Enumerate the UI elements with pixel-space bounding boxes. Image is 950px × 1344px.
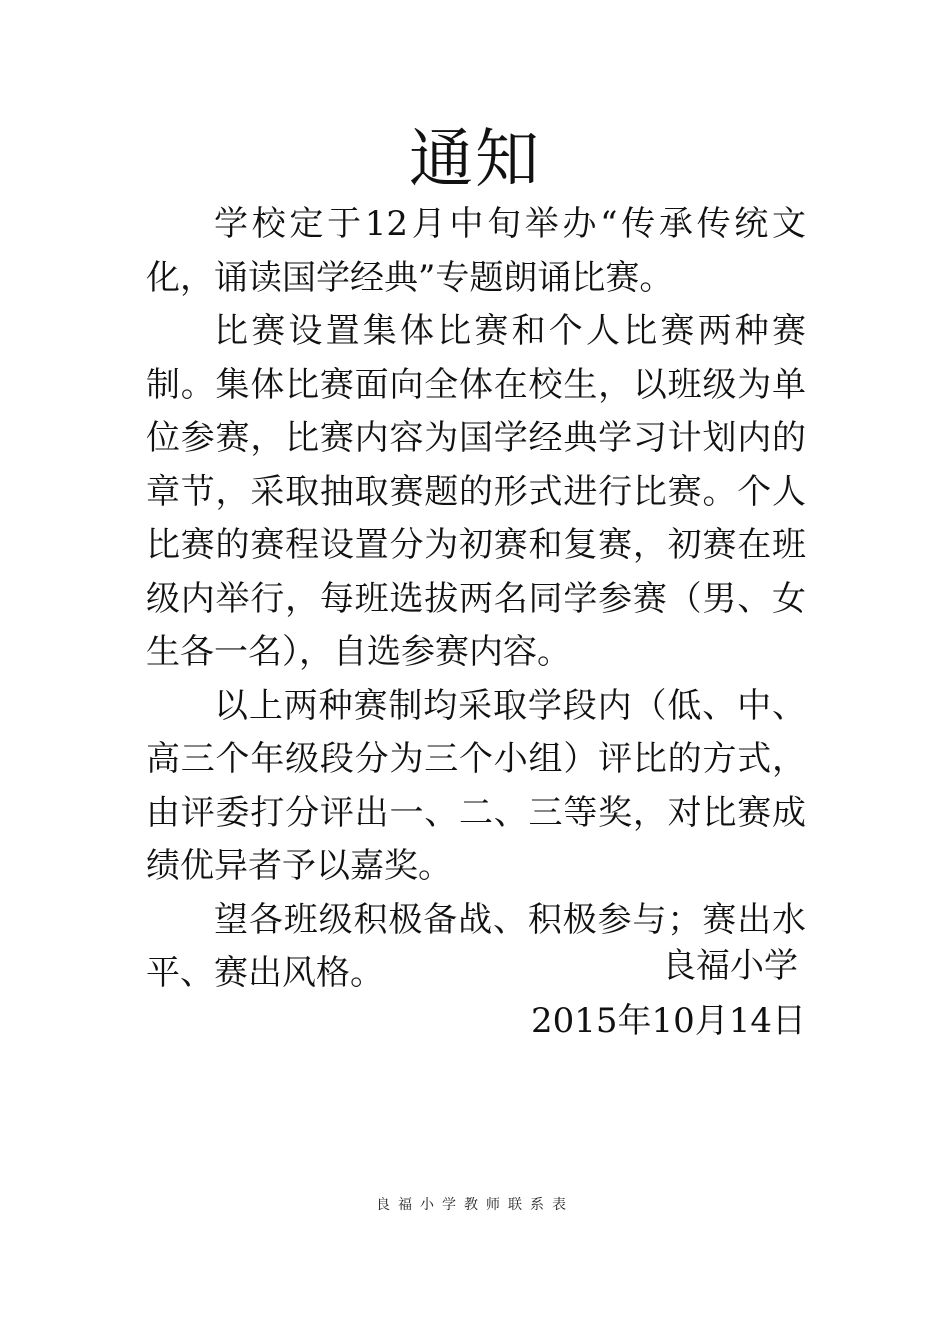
signature-date: 2015年10月14日: [530, 1001, 806, 1041]
notice-body: [146, 198, 806, 1001]
page-footer: 良福小学教师联系表: [376, 1197, 574, 1213]
signature-school: 良福小学: [662, 946, 798, 986]
paragraph-competition-format: 比赛设置集体比赛和个人比赛两种赛制。集体比赛面向全体在校生，以班级为单位参赛，比赛内容为国学经典学习计划内的章节，采取抽取赛题的形式进行比赛。个人比赛的赛程设置分为初赛和复赛，初赛在班级内举行，每班选拔两名同学参赛（男、女生各一名），自选参赛内容。: [146, 311, 806, 672]
paragraph-announcement: 学校定于12月中旬举办“传承传统文化，诵读国学经典”专题朗诵比赛。: [146, 204, 806, 298]
paragraph-closing: 望各班级积极备战、积极参与；赛出水平、赛出风格。: [146, 899, 806, 993]
notice-title: 通知: [409, 123, 541, 197]
paragraph-evaluation: 以上两种赛制均采取学段内（低、中、高三个年级段分为三个小组）评比的方式，由评委打分评出一、二、三等奖，对比赛成绩优异者予以嘉奖。: [146, 685, 806, 886]
